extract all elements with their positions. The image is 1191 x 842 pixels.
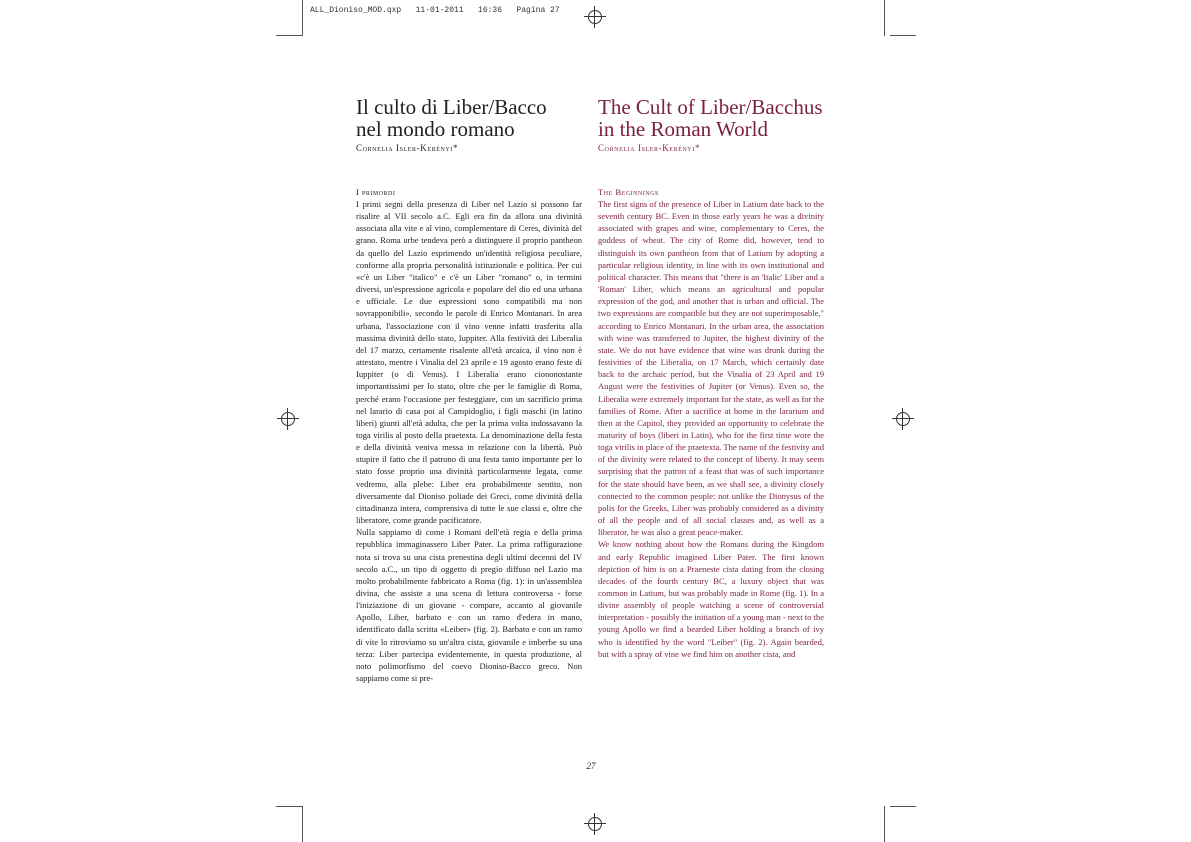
registration-mark-top [584,6,606,28]
italian-title-line2: nel mondo romano [356,117,515,141]
crop-mark-bottom-right-horizontal [890,806,916,807]
english-column [598,96,824,660]
crop-mark-top-left-vertical [302,0,303,36]
english-section-heading: The Beginnings [598,187,659,197]
crop-mark-bottom-left-vertical [302,806,303,842]
italian-section-heading: I primordi [356,187,396,197]
crop-mark-bottom-right-vertical [884,806,885,842]
italian-title-line1: Il culto di Liber/Bacco [356,95,547,119]
crop-mark-bottom-left-horizontal [276,806,302,807]
registration-mark-right [892,408,914,430]
registration-mark-bottom [584,813,606,835]
page-number: 27 [586,761,596,771]
english-body [598,198,824,660]
italian-author: Cornelia Isler-Kerényi* [356,143,459,153]
italian-body [356,198,582,684]
italian-column [356,96,582,684]
crop-mark-top-left-horizontal [276,35,302,36]
english-author: Cornelia Isler-Kerényi* [598,143,701,153]
english-paragraph-2: We know nothing about how the Romans during the Kingdom and early Republic imagined Liber Pater. The first known depiction of him is on a Praeneste cista dating from the closing decades of the fourth century BC, a luxury object that was common in Latium, but was probably made in Rome (fig. 1). In a divine assembly of people watching a scene of controversial interpretation - possibly the initiation of a young man - next to the young Apollo we find a bearded Liber holding a branch of ivy who is identified by the word "Leiber" (fig. 2). Again bearded, but with a spray of vine we find him on another cista, and [598,539,824,659]
crop-mark-top-right-vertical [884,0,885,36]
italian-title [356,96,582,140]
english-title-line1: The Cult of Liber/Bacchus [598,95,823,119]
registration-mark-left [277,408,299,430]
english-title-line2: in the Roman World [598,117,768,141]
italian-paragraph-2: Nulla sappiamo di come i Romani dell'età regia e della prima repubblica immaginassero Liber Pater. La prima raffigurazione nota si trova su una cista prenestina degli ultimi decenni del IV secolo a.C., un tipo di oggetto di pregio diffuso nel Lazio ma molto probabilmente fabbricato a Roma (fig. 1): in un'assemblea divina, che assiste a una scena di lettura controversa - forse l'iniziazione di un giovane - compare, accanto al giovanile Apollo, Liber, barbato e con un ramo d'edera in mano, identificato dalla scritta «Leiber» (fig. 2). Barbato e con un ramo di vite lo ritroviamo su un'altra cista, giovanile e imberbe su una terza: Liber partecipa evidentemente, in questa produzione, al noto polimorfismo del coevo Dioniso-Bacco greco. Non sappiamo come si pre- [356,527,582,684]
print-slug: ALL_Dioniso_MOD.qxp 11-01-2011 16:36 Pagina 27 [310,6,560,15]
english-title [598,96,824,140]
english-paragraph-1: The first signs of the presence of Liber in Latium date back to the seventh century BC. Even in those early years he was a divinity associated with grapes and wine, complementary to Ceres, the goddess of wheat. The city of Rome did, however, tend to distinguish its own pantheon from that of Latium by adopting a particular religious identity, in line with its own institutional and political character. This means that "there is an 'Italic' Liber and a 'Roman' Liber, which means an agricultural and popular expression of the god, and another that is urban and official. The two expressions are compatible but they are not superimposable," according to Enrico Montanari. In the urban area, the association with wine was transferred to Jupiter, the highest divinity of the state. We do not have evidence that wine was drunk during the festivities of the Liberalia, on 17 March, which certainly date back to the archaic period, but the Vinalia of 23 April and 19 August were the festivities of Jupiter (or Venus). Even so, the Liberalia were extremely important for the state, as well as for the families of Rome. After a sacrifice at home in the lararium and then at the Capitol, they provided an opportunity to celebrate the maturity of boys (liberi in Latin), who for the first time wore the toga virilis in place of the praetexta. The name of the festivity and of the divinity were related to the concept of liberty. It may seem surprising that the patron of a feast that was of such importance for the state should have been, as we shall see, a divinity closely connected to the common people: not unlike the Dionysus of the polis for the Greeks, Liber was probably considered as a divinity of all the people and of all social classes and, as well as a liberator, he was also a great peace-maker. [598,199,824,538]
italian-paragraph-1: I primi segni della presenza di Liber nel Lazio si possono far risalire al VII secolo a.C. Egli era fin da allora una divinità associata alla vite e al vino, complementare di Ceres, divinità del grano. Roma urbe tendeva però a distinguere il proprio pantheon da quello del Lazio esprimendo un'identità religiosa peculiare, conforme alla propria personalità istituzionale e politica. Per cui «c'è un Liber "italico" e c'è un Liber "romano" o, in termini diversi, un'espressione agricola e popolare del dio ed una urbana e ufficiale. Le due espressioni sono compatibili ma non sovrapponibili», secondo le parole di Enrico Montanari. In area urbana, l'associazione con il vino venne infatti trasferita alla massima divinità dello stato, Iuppiter. Alla festività dei Liberalia del 17 marzo, certamente risalente all'età arcaica, il vino non è attestato, mentre i Vinalia del 23 aprile e 19 agosto erano feste di Iuppiter (o di Venus). I Liberalia erano ciononostante importantissimi per lo stato, oltre che per le famiglie di Roma, perché erano l'occasione per festeggiare, con un sacrificio prima nel larario di casa poi al Campidoglio, i figli maschi (in latino liberi) giunti all'età adulta, che per la prima volta indossavano la toga virilis al posto della praetexta. La denominazione della festa e della divinità veniva messa in relazione con la libertà. Può stupire il fatto che il patrono di una festa tanto importante per lo stato fosse proprio una divinità particolarmente legata, come vedremo, alla plebe: Liber era probabilmente sentito, non diversamente dal Dioniso poliade dei Greci, come divinità della cittadinanza intera, comprensiva di tutte le sue classi e, oltre che liberatore, come grande pacificatore. [356,199,582,526]
crop-mark-top-right-horizontal [890,35,916,36]
